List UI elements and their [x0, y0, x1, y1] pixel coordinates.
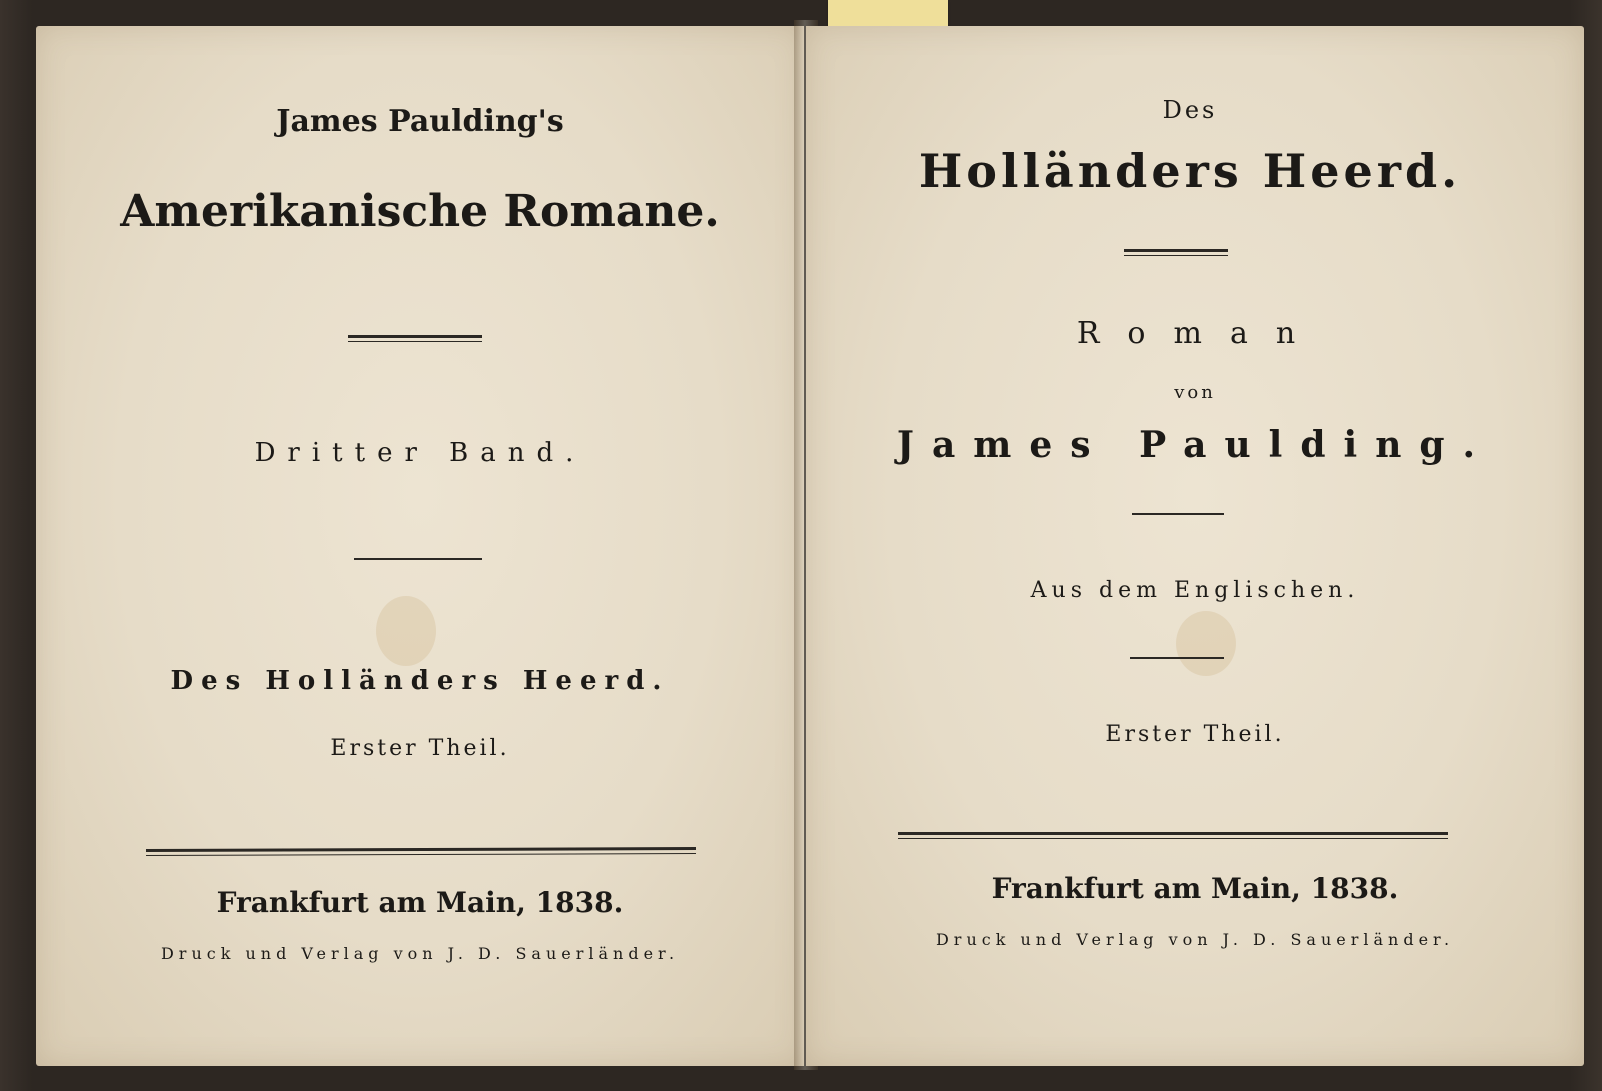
imprint-place-year: Frankfurt am Main, 1838.	[216, 886, 624, 919]
novel-title: Des Holländers Heerd.	[170, 666, 670, 696]
divider-rule	[354, 558, 482, 560]
divider-rule	[1124, 249, 1228, 252]
divider-rule	[1132, 513, 1224, 515]
right-page	[806, 26, 1584, 1066]
imprint-rule	[146, 847, 696, 852]
imprint-rule	[898, 832, 1448, 835]
series-author: James Paulding's	[276, 104, 564, 139]
by-label: von	[1174, 382, 1216, 403]
volume-label: Dritter Band.	[254, 438, 586, 468]
left-page	[36, 26, 804, 1066]
foxing-stain	[1176, 611, 1236, 676]
printer-line: Druck und Verlag von J. D. Sauerländer.	[935, 930, 1455, 949]
book-title: Holländers Heerd.	[918, 144, 1462, 198]
divider-rule	[348, 335, 482, 338]
imprint-place-year: Frankfurt am Main, 1838.	[991, 872, 1399, 905]
series-title: Amerikanische Romane.	[120, 186, 720, 237]
foxing-stain	[376, 596, 436, 666]
translation-note: Aus dem Englischen.	[1030, 578, 1360, 603]
printer-line: Druck und Verlag von J. D. Sauerländer.	[160, 944, 680, 963]
title-article: Des	[1162, 96, 1218, 124]
part-label: Erster Theil.	[330, 736, 510, 761]
genre-label: Roman	[1076, 316, 1324, 351]
bookmark-slip	[828, 0, 948, 26]
author-name: James Paulding.	[896, 424, 1494, 466]
part-label: Erster Theil.	[1105, 722, 1285, 747]
divider-rule	[1130, 657, 1224, 659]
